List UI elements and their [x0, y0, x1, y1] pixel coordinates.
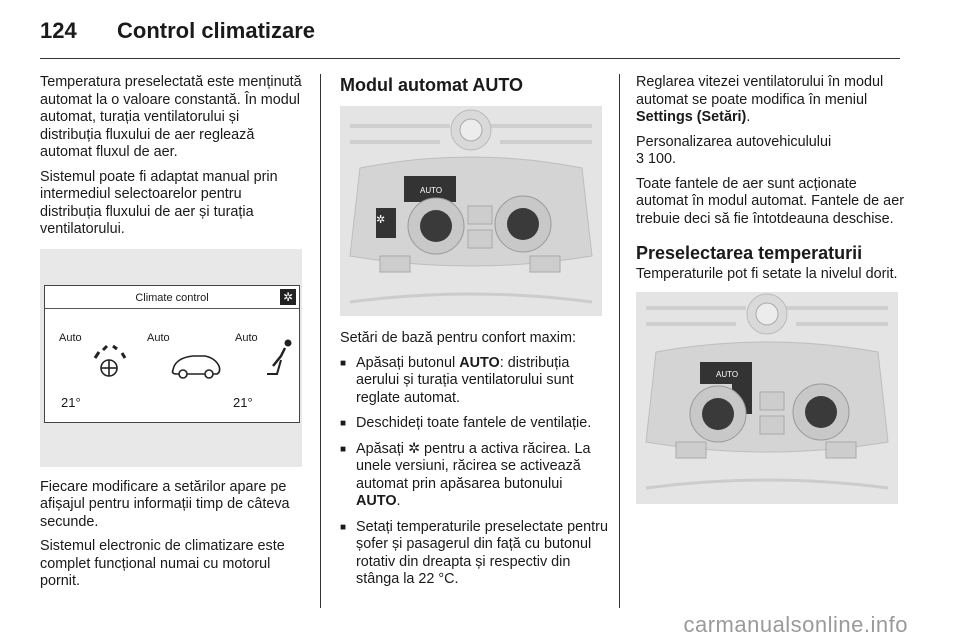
list-item: ■ Deschideți toate fantele de ventilație. [340, 415, 608, 433]
climate-panel-photo [636, 292, 898, 504]
car-airflow-icon [173, 356, 220, 378]
fan-icon [95, 346, 125, 376]
display-divider [45, 308, 299, 309]
climate-panel-photo [340, 106, 602, 316]
panel-auto-label: AUTO [420, 186, 443, 195]
snowflake-icon: ✲ [408, 440, 421, 457]
section-heading: Modul automat AUTO [340, 75, 523, 95]
paragraph: Toate fantele de aer sunt acționate automat în modul automat. Fantele de aer trebuie deci să fie întotdeauna deschise. [636, 175, 904, 227]
column-divider-2 [619, 74, 620, 608]
header-divider [40, 58, 900, 59]
paragraph: Setări de bază pentru confort maxim: [340, 330, 576, 346]
page-number: 124 [40, 18, 77, 43]
climate-panel-illustration [636, 292, 898, 504]
section-heading: Preselectarea temperaturii [636, 243, 863, 263]
list-item: ■ Apăsați ✲ pentru a activa răcirea. La unele versiuni, răcirea se activează automat prin apăsarea butonului AUTO. [340, 441, 608, 511]
auto-label-distribution: Auto [147, 331, 170, 344]
snowflake-icon: ✲ [376, 213, 386, 226]
column-divider-1 [320, 74, 321, 608]
paragraph: Temperaturile pot fi setate la nivelul dorit. [636, 266, 898, 282]
page-reference-icon: 3 [636, 151, 645, 167]
driver-temperature: 21° [61, 394, 81, 410]
page-header [40, 14, 920, 60]
column-middle [340, 74, 608, 597]
paragraph: Reglarea vitezei ventilatorului în modul automat se poate modifica în meniul Settings (Setări). [636, 74, 884, 125]
paragraph: Sistemul poate fi adaptat manual prin intermediul selectoarelor pentru distribuția fluxului de aer și turația ventilatorului. [40, 168, 278, 237]
seat-airflow-icon [267, 340, 291, 374]
paragraph: Sistemul electronic de climatizare este complet funcțional numai cu motorul pornit. [40, 538, 285, 589]
climate-panel-illustration [340, 106, 602, 316]
watermark: carmanualsonline.info [683, 612, 908, 637]
column-right [636, 74, 906, 504]
panel-auto-label: AUTO [716, 369, 739, 379]
instruction-list [340, 355, 608, 589]
auto-label-seat: Auto [235, 331, 258, 344]
chapter-title: Control climatizare [117, 18, 316, 43]
auto-label-fan: Auto [59, 331, 82, 344]
passenger-temperature: 21° [233, 394, 253, 410]
paragraph: Personalizarea autovehiculului 3 100. [636, 133, 832, 167]
paragraph: Fiecare modificare a setărilor apare pe afișajul pentru informații timp de câteva secunde. [40, 478, 290, 530]
display-title: Climate control [135, 291, 209, 304]
paragraph: Temperatura preselectată este menținută automat la o valoare constantă. În modul automat, turația ventilatorului și distribuția fluxului de aer reglează automat fluxul de aer. [40, 74, 302, 160]
list-item: ■ Setați temperaturile preselectate pentru șofer și pasagerul din față cu butonul rotativ din dreapta și respectiv din stânga la 22 °C. [340, 519, 608, 589]
climate-display-figure [40, 249, 302, 467]
climate-display-screen [44, 285, 300, 423]
settings-gear-icon: ✲ [280, 289, 296, 305]
list-item: ■ Apăsați butonul AUTO: distribuția aerului și turația ventilatorului sunt reglate automat. [340, 355, 608, 408]
column-left [40, 74, 302, 598]
